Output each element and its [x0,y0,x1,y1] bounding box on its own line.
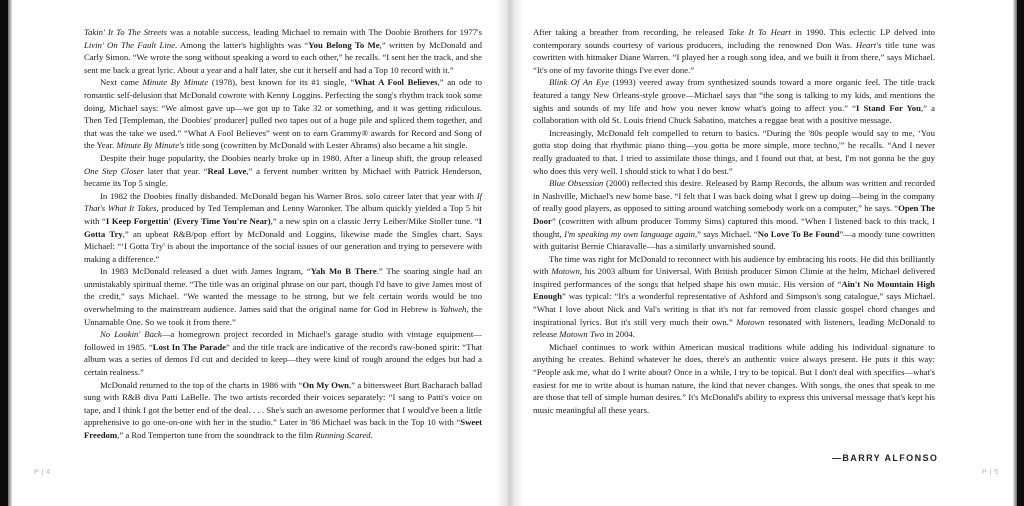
text-run: title tune was cowritten with hitmaker Diane Warren. “I played her a rough song idea, and we built it from there,” says Michael. “It's one of my favorite things I've ever done.” [533,39,935,75]
text-run: was a notable success, leading Michael to remain with The Doobie Brothers for 1977's [166,27,482,37]
album-title: Heart's [855,39,882,50]
text-run: ” and the title track are indicative of the record's raw-boned spirit: “That album was a series of demos I'd cut and decided to keep—they were kind of rough around the edges but had a certain realness.” [84,341,482,378]
right-page-text [533,26,935,416]
album-title: No Lookin' Back [100,329,162,340]
song-title: Yah Mo B There [310,266,377,277]
text-run: ” (cowritten with album producer Tommy Sims) captured this mood. “When I listened back to this track, I thought, [533,215,935,239]
album-title: Take It To Heart [728,27,791,37]
text-run: Next came [100,77,143,88]
page-edge-shadow-left [8,0,12,506]
album-title: Livin' On The Fault Line [84,39,175,50]
paragraph [84,379,482,442]
album-title: I'm speaking my own language again [564,228,695,239]
text-run: ,” a bittersweet Burt Bacharach ballad sung with R&B diva Patti LaBelle. The two artists recorded their voices separately: “I sang to Patti's voice on tape, and I think I got the better end of the deal. . . . She's such an awesome performer that I would've been a little apprehensive to go one-on-one with her in the studio.” Later in '86 Michael was back in the Top 10 with “ [84,379,482,428]
song-title: On My Own [302,379,349,390]
song-title: No Love To Be Found [757,228,840,239]
text-run: resonated with listeners, leading McDonald to release [533,316,935,340]
paragraph [84,265,482,328]
text-run: . Among the latter's highlights was “ [174,39,309,50]
song-title: I Gotta Try [84,215,482,239]
text-run: In 1983 McDonald released a duet with James Ingram, “ [100,266,311,277]
song-title: You Belong To Me [308,39,380,50]
text-run: .” The soaring single had an unmistakably spiritual theme. “The title was an original phrase on our part, though I'd have to give James most of the credit,” says Michael. “We wanted the message to be strong, but we felt certain words would be too overwhelming to the mainstream audience. James said that the original name for God in Hebrew is [84,266,482,315]
album-title: Minute By Minute's [116,140,185,151]
paragraph [533,127,935,177]
text-run: Michael continues to work within American musical traditions while adding his individual signature to anything he creates. Behind whatever he does, there's an authentic voice always present. He puts it this way: “People ask me, what do I write about? Once in a while, I try to be topical. But I don't deal with specifics—what's easiest for me to write about is human nature, the kind that never changes. With songs, the ones that speak to me are those that tell of simple human desires.” It's McDonald's ability to express this universal message that's kept his music meaningful all these years. [533,341,935,415]
text-run: ,” written by McDonald and Carly Simon. “We wrote the song without speaking a word to each other,” he recalls. “I sent her the track, and she sent me back a great lyric. About a year and a half later, she cut it herself and had a Top 10 record with it.” [84,39,482,75]
text-run: ,” a collaboration with old St. Louis friend Chuck Sabatino, matches a reggae beat with a positive message. [533,102,935,126]
text-run: After taking a breather from recording, he released [533,27,729,37]
paragraph [84,328,482,378]
text-run: ,” an upbeat R&B/pop effort by McDonald and Loggins, likewise made the Singles chart. Says Michael: “‘I Gotta Try' is about the importance of the social issues of our generation and trying to persevere with making a difference.” [84,228,482,264]
text-run: , the Unnamable One. So we took it from there.” [84,304,482,327]
page-edge-right [1017,0,1024,506]
text-run: ,” a fervent number written by Michael with Patrick Henderson, became its Top 5 single. [84,165,482,189]
paragraph [84,76,482,152]
text-run: The time was right for McDonald to reconnect with his audience by embracing his roots. He did this brilliantly with [533,253,935,277]
text-run: ”—a moody tune cowritten with guitarist Bernie Chiaravalle—has a similarly unvarnished sound. [533,228,936,252]
text-run: in 2004. [604,329,635,340]
text-run: Increasingly, McDonald felt compelled to return to basics. “During the '80s people would say to me, ‘You gotta stop doing that rhythmic piano thing—you gotta be more simple, more techno,'” he recalls. “And I never really graduated to that. I tried to assimilate those things, and I found out that, at best, I'm not gonna be the guy who does this very well. I should stick to what I do best.” [533,127,935,176]
text-run: . [370,430,373,440]
text-run: ,” an ode to romantic self-delusion that McDonald cowrote with Kenny Loggins. Perfecting the song's rhythm track took some doing, Michael says: “We almost gave up—we got up to Take 32 or something, and it was getting ridiculous. Then Ted [Templeman, the Doobies' producer] pulled two tapes out of a huge pile and spliced them together, and that was the take we used.” “What A Fool Believes” went on to earn Grammy® awards for Record and Song of the Year. [84,77,482,151]
text-run: ,” a Rod Temperton tune from the soundtrack to the film [117,430,316,440]
album-title: Motown [736,316,765,327]
album-title: One Step Closer [84,165,144,176]
paragraph [533,177,935,253]
song-title: Lost In The Parade [152,341,227,352]
song-title: Open The Door [533,203,935,226]
paragraph [84,152,482,190]
text-run: (1993) veered away from synthesized sounds toward a more organic feel. The title track featured a tangy New Orleans-style groove—Michael says that “the song is talking to my kids, and mentions the sights and sounds of my life and how you never know what's going to affect you.” “ [533,77,935,113]
album-title: If That's What It Takes [84,190,482,214]
album-title: Running Scared [315,430,371,440]
text-run: , produced by Ted Templeman and Lenny Waronker. The album quickly yielded a Top 5 hit with “ [84,203,482,226]
book-gutter [496,0,524,506]
page-number-left: P | 4 [34,469,51,476]
text-run: ,” says Michael. “ [694,228,758,239]
album-title: Minute By Minute [142,77,209,88]
text-run: , his 2003 album for Universal. With British producer Simon Climie at the helm, Michael delivered inspired performances of the songs that helped shape his own music. His version of “ [533,266,935,289]
text-run: Despite their huge popularity, the Doobies nearly broke up in 1980. After a lineup shift, the group released [100,152,482,163]
page-edge-left [0,0,8,506]
paragraph [533,341,935,417]
song-title: I Keep Forgettin' (Every Time You're Near) [105,215,271,226]
text-run: McDonald returned to the top of the charts in 1986 with “ [100,379,303,390]
text-run: later that year. “ [143,165,208,176]
text-run: (2000) reflected this desire. Released by Ramp Records, the album was written and recorded in Nashville, Michael's new home base. “I felt that I was back doing what I grew up doing—being in the company of really good players, as opposed to sitting around watching somebody work on a computer,” he says. “ [533,178,935,214]
paragraph [533,253,935,341]
text-run: ,” a new spin on a classic Jerry Leiber/Mike Stoller tune. “ [270,215,479,226]
text-run: in 1990. This eclectic LP delved into contemporary sounds courtesy of various producers, including the renowned Don Was. [533,27,936,50]
page-number-right: P | 5 [982,469,999,476]
song-title: Real Love [207,165,247,176]
left-page-text [84,26,482,442]
album-title: Blink Of An Eye [549,77,609,88]
text-run: title song (cowritten by McDonald with Lester Abrams) also became a hit single. [184,140,468,151]
text-run: (1978), best known for its #1 single, “ [208,77,355,88]
author-signature: —BARRY ALFONSO [832,453,939,463]
song-title: Ain't No Mountain High Enough [533,278,935,302]
text-run: ” was typical: “It's a wonderful representative of Ashford and Simpson's song catalogue,” says Michael. “What I love about Nick and Val's writing is that it's not far removed from classic gospel chord changes and inspirational lyrics. But it's still very much their own.” [533,291,935,327]
song-title: What A Fool Believes [354,77,438,88]
paragraph [533,76,935,126]
album-title: Blue Obsession [549,178,604,189]
paragraph [84,26,482,76]
text-run: In 1982 the Doobies finally disbanded. McDonald began his Warner Bros. solo career later that year with [100,190,477,201]
paragraph [84,190,482,266]
album-title: Yahweh [439,304,467,315]
album-title: Motown Two [559,329,605,340]
album-title: Takin' It To The Streets [84,27,167,37]
paragraph [533,26,935,76]
song-title: Sweet Freedom [84,417,482,440]
text-run: —a homegrown project recorded in Michael's garage studio with vintage equipment—followed in 1985. “ [84,329,482,352]
album-title: Motown [551,266,580,277]
song-title: I Stand For You [855,102,921,113]
